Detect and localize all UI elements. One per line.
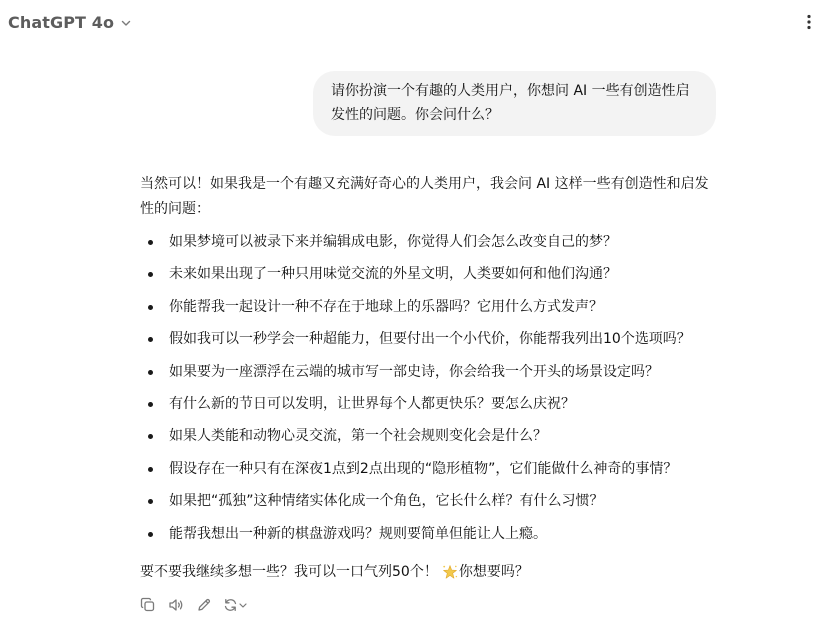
- list-item: [140, 258, 720, 290]
- list-item: [140, 226, 720, 258]
- list-item-text: 你能帮我一起设计一种不存在于地球上的乐器吗？它用什么方式发声？: [169, 298, 603, 315]
- bullet-icon: [148, 370, 153, 375]
- model-switcher[interactable]: [8, 12, 132, 34]
- assistant-intro: 当然可以！如果我是一个有趣又充满好奇心的人类用户，我会问 AI 这样一些有创造性和启发性的问题：: [140, 176, 709, 217]
- list-item: [140, 453, 720, 485]
- bullet-icon: [148, 272, 153, 277]
- bullet-icon: [148, 434, 153, 439]
- list-item-text: 如果把“孤独”这种情绪实体化成一个角色，它长什么样？有什么习惯？: [169, 493, 604, 510]
- bullet-icon: [148, 337, 153, 342]
- bullet-icon: [148, 402, 153, 407]
- edit-icon: [196, 597, 212, 613]
- copy-button[interactable]: [138, 595, 158, 615]
- more-options-button[interactable]: [799, 10, 819, 34]
- list-item: [140, 485, 720, 517]
- user-message-text: 请你扮演一个有趣的人类用户，你想问 AI 一些有创造性启发性的问题。你会问什么？: [331, 83, 690, 123]
- list-item: [140, 291, 720, 323]
- list-item-text: 如果梦境可以被录下来并编辑成电影，你觉得人们会怎么改变自己的梦？: [169, 234, 617, 250]
- bullet-icon: [148, 499, 153, 504]
- model-name: ChatGPT 4o: [8, 13, 115, 32]
- list-item-text: 假如我可以一秒学会一种超能力，但要付出一个小代价，你能帮我列出10个选项吗？: [169, 331, 691, 348]
- read-aloud-button[interactable]: [166, 595, 186, 615]
- edit-button[interactable]: [194, 595, 214, 615]
- bullet-icon: [148, 467, 153, 472]
- bullet-icon: [148, 532, 153, 537]
- assistant-outro: [140, 560, 529, 584]
- more-vertical-icon: [807, 14, 811, 30]
- list-item: [140, 323, 720, 355]
- copy-icon: [140, 597, 156, 613]
- outro-text-start: 要不要我继续多想一些？我可以一口气列50个！: [140, 564, 438, 580]
- regenerate-button[interactable]: [222, 595, 250, 615]
- sparkle-star-icon: [442, 564, 458, 580]
- bullet-icon: [148, 240, 153, 245]
- bullet-icon: [148, 305, 153, 310]
- list-item-text: 假设存在一种只有在深夜1点到2点出现的“隐形植物”，它们能做什么神奇的事情？: [169, 460, 678, 477]
- list-item: [140, 420, 720, 452]
- user-message-bubble: [313, 71, 716, 136]
- assistant-message: [140, 172, 720, 550]
- list-item-text: 如果要为一座漂浮在云端的城市写一部史诗，你会给我一个开头的场景设定吗？: [169, 363, 659, 380]
- chevron-down-icon: [120, 17, 132, 29]
- list-item-text: 有什么新的节日可以发明，让世界每个人都更快乐？要怎么庆祝？: [169, 395, 575, 412]
- list-item: [140, 388, 720, 420]
- list-item: [140, 518, 720, 550]
- list-item-text: 能帮我想出一种新的棋盘游戏吗？规则要简单但能让人上瘾。: [169, 525, 547, 542]
- list-item-text: 如果人类能和动物心灵交流，第一个社会规则变化会是什么？: [169, 428, 547, 445]
- read-aloud-icon: [168, 597, 184, 613]
- outro-text-end: 你想要吗？: [458, 564, 529, 580]
- list-item: [140, 356, 720, 388]
- regenerate-icon: [223, 597, 249, 613]
- list-item-text: 未来如果出现了一种只用味觉交流的外星文明，人类要如何和他们沟通？: [169, 266, 617, 283]
- question-list: [140, 226, 720, 550]
- message-actions: [138, 594, 250, 616]
